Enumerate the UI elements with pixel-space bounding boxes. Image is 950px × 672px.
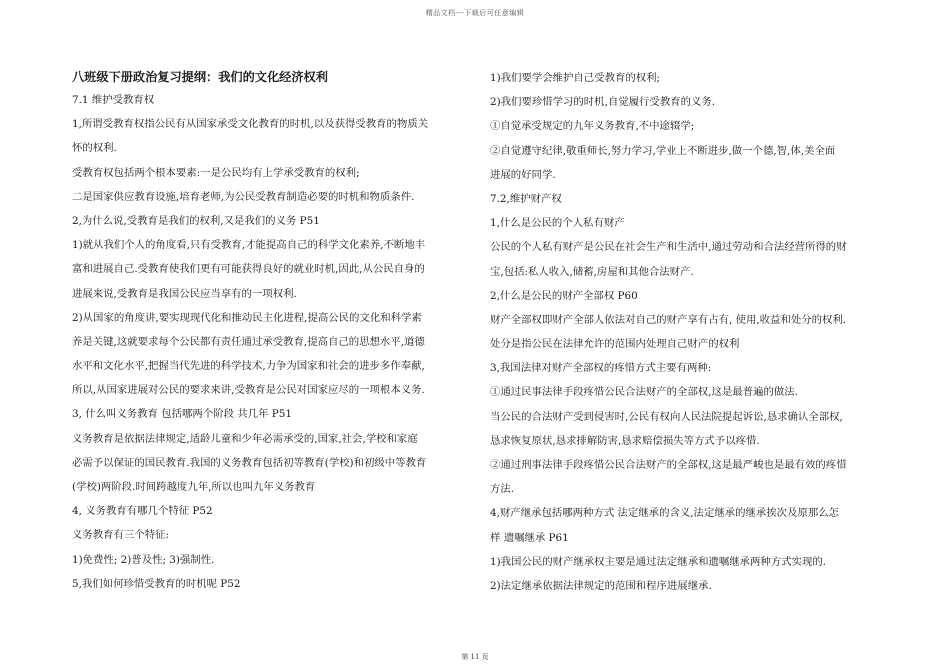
text-line: 1)免费性; 2)普及性; 3)强制性. — [72, 553, 215, 566]
text-line: 受教育权包括两个根本要素:一是公民均有上学承受教育的权利; — [72, 166, 360, 179]
text-line: 进展的好同学. — [490, 168, 556, 181]
text-line: 公民的个人私有财产是公民在社会生产和生活中,通过劳动和合法经营所得的财 — [490, 241, 847, 254]
text-line: 4,财产继承包括哪两种方式 法定继承的含义,法定继承的继承挨次及原那么怎 — [490, 507, 840, 520]
page-header: 精品文档---下载后可任意编辑 — [425, 9, 525, 17]
text-line: 2)我们要珍惜学习的时机,自觉履行受教育的义务. — [490, 96, 716, 109]
text-line: ①自觉承受规定的九年义务教育,不中途辍学; — [490, 120, 695, 133]
text-line: 2)从国家的角度讲,要实现现代化和推动民主化进程,提高公民的文化和科学素 — [72, 311, 422, 324]
text-line: 2,什么是公民的财产全部权 P60 — [490, 289, 638, 302]
text-line: 富和进展自己.受教育使我们更有可能获得良好的就业时机,因此,从公民自身的 — [72, 263, 425, 276]
text-line: 进展来说,受教育是我国公民应当享有的一项权利. — [72, 287, 297, 300]
text-line: 当公民的合法财产受到侵害时,公民有权向人民法院提起诉讼,恳求确认全部权, — [490, 410, 843, 423]
text-line: 1)我国公民的财产继承权主要是通过法定继承和遗嘱继承两种方式实现的. — [490, 555, 827, 568]
text-line: 3, 什么叫义务教育 包括哪两个阶段 共几年 P51 — [72, 408, 292, 421]
text-line: ②自觉遵守纪律,敬重师长,努力学习,学业上不断进步,做一个德,智,体,美全面 — [490, 144, 836, 157]
text-line: 财产全部权即财产全部人依法对自己的财产享有占有, 使用,收益和处分的权利. — [490, 313, 847, 326]
page-number: 第 11 页 — [461, 653, 489, 661]
document-title: 八班级下册政治复习提纲：我们的文化经济权利 — [72, 70, 328, 84]
right-column — [490, 66, 882, 598]
text-line: 怀的权利. — [72, 142, 117, 155]
text-line: 3,我国法律对财产全部权的疼惜方式主要有两种: — [490, 362, 712, 375]
text-line: 2)法定继承依据法律规定的范围和程序进展继承. — [490, 579, 712, 592]
text-line: 7.2,维护财产权 — [490, 192, 562, 205]
text-line: 1,什么是公民的个人私有财产 — [490, 217, 625, 230]
text-line: 必需予以保证的国民教育.我国的义务教育包括初等教育(学校)和初级中等教育 — [72, 456, 427, 469]
text-line: 养是关键,这就要求每个公民都有责任通过承受教育,提高自己的思想水平,道德 — [72, 335, 425, 348]
text-line: ①通过民事法律手段疼惜公民合法财产的全部权,这是最普遍的做法. — [490, 386, 798, 399]
text-line: 5,我们如何珍惜受教育的时机呢 P52 — [72, 577, 241, 590]
text-line: 样 遗嘱继承 P61 — [490, 531, 569, 544]
text-line: 二是国家供应教育设施,培育老师,为公民受教育制造必要的时机和物质条件. — [72, 190, 415, 203]
text-line: 7.1 维护受教育权 — [72, 94, 155, 106]
text-line: 1,所谓受教育权指公民有从国家承受文化教育的时机,以及获得受教育的物质关 — [72, 118, 429, 131]
text-line: 方法. — [490, 483, 515, 496]
text-line: 4, 义务教育有哪几个特征 P52 — [72, 505, 213, 518]
text-line: 义务教育有三个特征: — [72, 529, 170, 542]
text-line: (学校)两阶段.时间跨越度九年,所以也叫九年义务教育 — [72, 481, 316, 493]
text-line: 恳求恢复原状,恳求排解防害,恳求赔偿损失等方式予以疼惜. — [490, 434, 760, 447]
text-line: 水平和文化水平,把握当代先进的科学技术,力争为国家和社会的进步多作奉献, — [72, 360, 425, 373]
text-line: 宝,包括:私人收入,储蓄,房屋和其他合法财产. — [490, 265, 694, 278]
left-column — [72, 66, 467, 596]
text-line: 1)我们要学会维护自己受教育的权利; — [490, 72, 661, 84]
text-line: ②通过刑事法律手段疼惜公民合法财产的全部权,这是最严峻也是最有效的疼惜 — [490, 459, 847, 471]
text-line: 2,为什么说,受教育是我们的权利,又是我们的义务 P51 — [72, 214, 320, 227]
text-line: 处分是指公民在法律允许的范围内处理自己财产的权利 — [490, 338, 740, 351]
text-line: 义务教育是依据法律规定,适龄儿童和少年必需承受的,国家,社会,学校和家庭 — [72, 432, 418, 445]
text-line: 1)就从我们个人的角度看,只有受教育,才能提高自己的科学文化素养,不断地丰 — [72, 239, 426, 252]
text-line: 所以,从国家进展对公民的要求来讲,受教育是公民对国家应尽的一项根本义务. — [72, 384, 425, 397]
